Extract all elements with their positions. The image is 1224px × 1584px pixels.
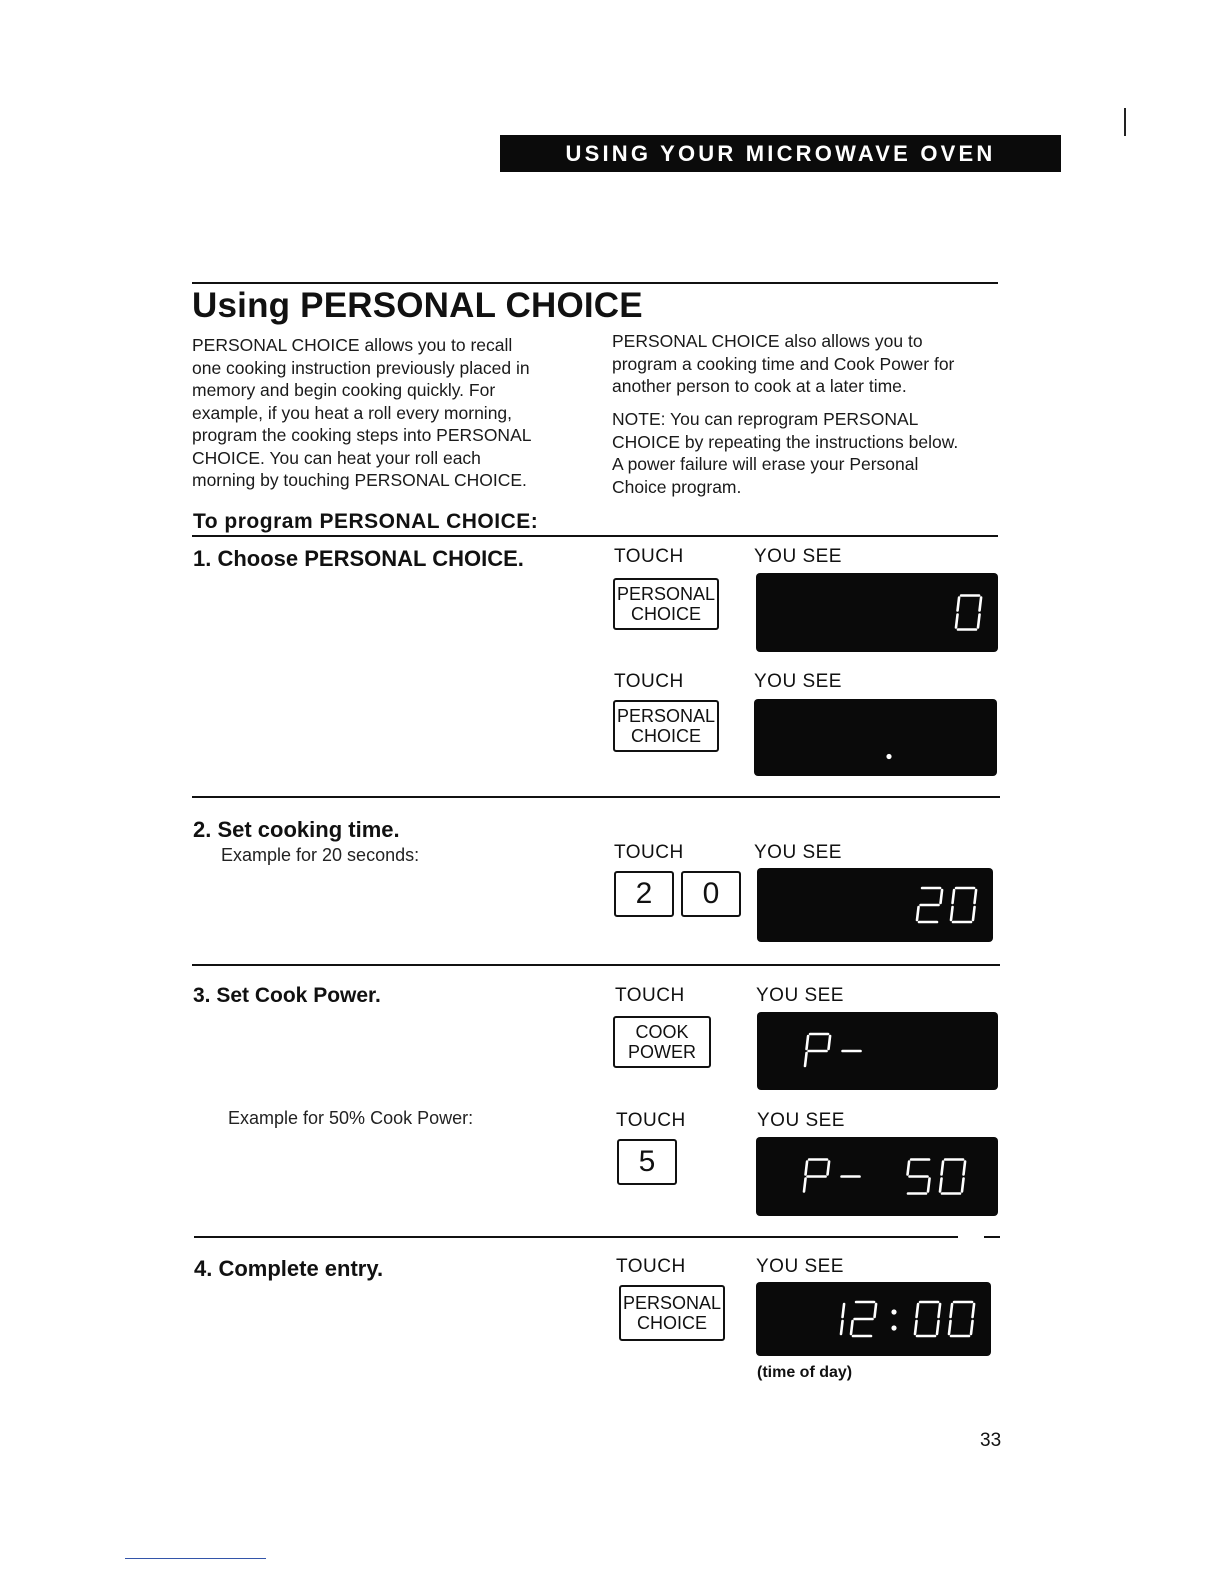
display-segment (851, 1321, 853, 1334)
display-segment (908, 1162, 910, 1175)
you-see-label: YOU SEE (757, 1110, 845, 1131)
seven-segment-readout (757, 1012, 998, 1090)
display-segment (937, 1321, 939, 1334)
note-line: Choice program. (612, 476, 742, 497)
step-divider (192, 964, 1000, 966)
note-line: CHOICE by repeating the instructions below. (612, 431, 959, 452)
display-window (756, 573, 998, 652)
touch-label: TOUCH (614, 671, 684, 692)
display-segment (804, 1179, 806, 1192)
note-paragraph (612, 408, 1012, 498)
program-subheading: To program PERSONAL CHOICE: (193, 510, 539, 533)
seven-segment-readout (756, 1137, 998, 1216)
display-segment (829, 1036, 831, 1049)
subheading-rule (192, 535, 998, 537)
time-of-day-caption: (time of day) (757, 1364, 853, 1381)
display-dot (886, 754, 891, 759)
display-window (757, 868, 993, 942)
you-see-label: YOU SEE (756, 985, 844, 1006)
number-0-key[interactable] (681, 871, 741, 917)
intro-line: another person to cook at a later time. (612, 376, 907, 396)
step-divider (192, 796, 1000, 798)
touch-label: TOUCH (616, 1256, 686, 1277)
key-digit: 0 (702, 877, 720, 910)
display-segment (978, 615, 980, 628)
display-segment (828, 1162, 830, 1175)
personal-choice-key[interactable] (613, 578, 719, 630)
key-line: POWER (627, 1042, 696, 1062)
display-segment (949, 1321, 951, 1334)
note-line: NOTE: You can reprogram PERSONAL (612, 409, 919, 429)
display-segment (973, 907, 975, 920)
touch-label: TOUCH (615, 985, 685, 1006)
display-segment (806, 1162, 808, 1175)
personal-choice-key[interactable] (619, 1285, 725, 1341)
key-digit: 5 (638, 1145, 656, 1178)
touch-label: TOUCH (614, 546, 684, 567)
display-segment (942, 1162, 944, 1175)
key-line: CHOICE (636, 1313, 707, 1333)
margin-mark (1124, 108, 1126, 136)
seven-segment-readout (757, 868, 993, 942)
touch-label: TOUCH (616, 1110, 686, 1131)
intro-line: morning by touching PERSONAL CHOICE. (192, 470, 527, 490)
display-dot (891, 1325, 896, 1330)
display-window (757, 1012, 998, 1090)
display-dot (891, 1309, 896, 1314)
you-see-label: YOU SEE (754, 671, 842, 692)
intro-line: PERSONAL CHOICE allows you to recall (192, 335, 513, 355)
you-see-label: YOU SEE (754, 842, 842, 863)
display-segment (941, 890, 943, 903)
key-line: PERSONAL (616, 584, 716, 604)
intro-line: example, if you heat a roll every morning, (192, 402, 513, 423)
intro-line: program the cooking steps into PERSONAL (192, 425, 532, 445)
display-window (754, 699, 997, 776)
intro-line: CHOICE. You can heat your roll each (192, 447, 481, 468)
step-2-example: Example for 20 seconds: (221, 845, 420, 865)
step-3-example: Example for 50% Cook Power: (228, 1108, 474, 1128)
intro-line: PERSONAL CHOICE also allows you to (612, 331, 923, 351)
display-segment (951, 907, 953, 920)
display-segment (940, 1179, 942, 1192)
display-window (756, 1282, 991, 1356)
intro-left-paragraph (192, 334, 592, 492)
display-window (756, 1137, 998, 1216)
key-line: CHOICE (630, 604, 701, 624)
display-segment (971, 1321, 973, 1334)
footer-line (125, 1558, 266, 1559)
seven-segment-readout (756, 573, 998, 652)
key-line: PERSONAL (616, 706, 716, 726)
display-segment (841, 1321, 843, 1334)
display-segment (951, 1304, 953, 1317)
display-segment (956, 615, 958, 628)
cook-power-key[interactable] (613, 1016, 711, 1068)
section-banner (500, 135, 1061, 172)
note-line: A power failure will erase your Personal (612, 454, 919, 474)
step-4-title: 4. Complete entry. (194, 1256, 384, 1281)
step-2-title: 2. Set cooking time. (193, 817, 400, 842)
display-segment (917, 907, 919, 920)
display-segment (805, 1053, 807, 1066)
key-line: COOK (635, 1022, 689, 1042)
touch-label: TOUCH (614, 842, 684, 863)
intro-line: memory and begin cooking quickly. For (192, 380, 496, 400)
display-segment (875, 1304, 877, 1317)
display-segment (964, 1162, 966, 1175)
page-number: 33 (980, 1430, 1002, 1451)
display-segment (807, 1036, 809, 1049)
display-segment (928, 1179, 930, 1192)
personal-choice-key[interactable] (613, 700, 719, 752)
display-segment (980, 598, 982, 611)
number-5-key[interactable] (617, 1139, 677, 1185)
display-segment (975, 890, 977, 903)
title-rule (192, 282, 998, 284)
step-divider (194, 1236, 958, 1238)
display-segment (915, 1321, 917, 1334)
section-banner-text: USING YOUR MICROWAVE OVEN (565, 140, 996, 166)
display-segment (962, 1179, 964, 1192)
seven-segment-readout (756, 1282, 991, 1356)
step-1-title: 1. Choose PERSONAL CHOICE. (193, 546, 524, 571)
intro-line: program a cooking time and Cook Power for (612, 353, 955, 374)
page-title: Using PERSONAL CHOICE (192, 286, 643, 325)
display-segment (973, 1304, 975, 1317)
display-segment (917, 1304, 919, 1317)
key-digit: 2 (635, 877, 653, 910)
step-3-title: 3. Set Cook Power. (193, 984, 381, 1007)
number-2-key[interactable] (614, 871, 674, 917)
display-segment (953, 890, 955, 903)
you-see-label: YOU SEE (754, 546, 842, 567)
intro-line: one cooking instruction previously placed in (192, 357, 530, 378)
seven-segment-readout (754, 699, 997, 776)
step-divider-end (984, 1236, 1000, 1238)
display-segment (939, 1304, 941, 1317)
display-segment (843, 1304, 845, 1317)
intro-right-paragraph (612, 330, 1012, 398)
key-line: PERSONAL (622, 1293, 722, 1313)
key-line: CHOICE (630, 726, 701, 746)
display-segment (958, 598, 960, 611)
you-see-label: YOU SEE (756, 1256, 844, 1277)
